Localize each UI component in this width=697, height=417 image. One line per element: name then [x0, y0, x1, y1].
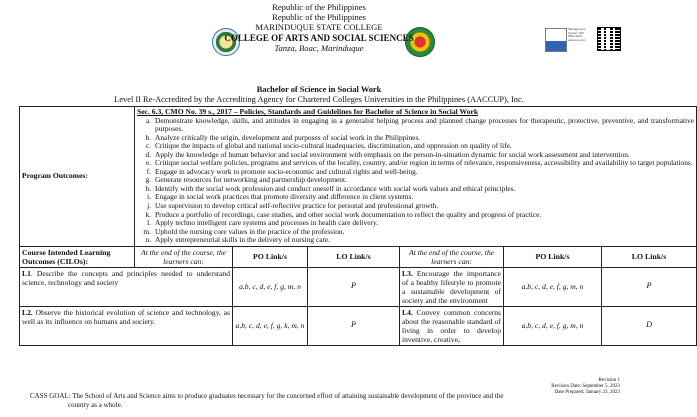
program-outcome-key: g. [145, 175, 151, 185]
cilo-left-po-links: a,b, c, d, e, f, g, k, m, n [233, 306, 308, 345]
program-outcome-item [137, 117, 694, 134]
lo-link-header-2: LO Link/s [602, 246, 697, 267]
program-outcome-text: Produce a portfolio of recordings, case studies, and other social work documentation to reflect the quality and progress of practice. [155, 209, 542, 219]
program-outcome-key: d. [145, 149, 151, 159]
cilo-right-id: L4. [402, 307, 413, 317]
cilo-left-text [20, 267, 233, 306]
program-outcomes-cell [135, 107, 697, 247]
cilo-left-lo-link: P [308, 267, 400, 306]
program-outcome-key: e. [145, 158, 151, 168]
cilo-left-id: L2. [22, 307, 33, 317]
header-line-3: MARINDUQUE STATE COLLEGE [255, 22, 383, 33]
program-outcome-key: k. [145, 209, 151, 219]
program-outcome-text: Engage in advocacy work to promote socio-economic and cultural rights and well-being. [155, 166, 418, 176]
cilo-left-lo-link: P [308, 306, 400, 345]
po-link-header: PO Link/s [233, 246, 308, 267]
revision-number: Revision 1 [598, 378, 620, 383]
cass-goal [30, 392, 590, 409]
end-of-course-right: At the end of the course, the learners can: [400, 246, 504, 267]
cilo-right-id: L3. [402, 268, 413, 278]
cilo-left-description: Observe the historical evolution of science and technology, as well as its influence on humans and society. [22, 307, 230, 326]
program-outcome-text: Apply entrepreneurial skills in the delivery of nursing care. [155, 235, 331, 245]
program-title: Bachelor of Science in Social Work [256, 85, 382, 94]
program-heading [0, 85, 638, 105]
program-outcome-key: i. [147, 192, 151, 202]
cilo-right-text [400, 306, 504, 345]
program-outcome-key: l. [147, 218, 151, 228]
program-outcomes-label: Program Outcomes: [20, 107, 135, 247]
program-outcome-key: a. [145, 115, 151, 125]
program-outcome-text: Engage in social work practices that promote diversity and difference in client systems. [155, 192, 414, 202]
college-address: Tanza, Boac, Marinduque [274, 42, 364, 53]
program-outcome-text: Use supervision to develop critical self-reflective practice for personal and professional growth. [155, 201, 439, 211]
program-outcome-text: Generate resources for networking and partnership development. [155, 175, 347, 185]
po-link-header-2: PO Link/s [504, 246, 602, 267]
program-outcome-text: Demonstrate knowledge, skills, and attitudes in engaging in a generalist helping process and planned change processes for therapeutic, protective, preventive, and transformative purposes. [155, 115, 695, 134]
program-outcomes-row [20, 107, 697, 247]
outcomes-table [19, 106, 697, 346]
program-outcome-key: m. [143, 226, 151, 236]
program-outcome-text: Critique social welfare policies, programs and services of the locality, country, and/or region in terms of relevance, responsiveness, accessibility and availability to target populations. [155, 158, 693, 168]
program-outcome-text: Apply the knowledge of human behavior and social environment with emphasis on the person-in-situation dynamic for social work assessment and intervention. [155, 149, 630, 159]
cilo-right-description: Encourage the importance of a healthy lifestyle to promote a sustainable development of society and the environment [402, 268, 501, 305]
program-outcome-text: Analyze critically the origin, development and purposes of social work in the Philippines. [155, 132, 421, 142]
cilo-left-id: L1 [22, 268, 31, 278]
cilo-right-lo-link: P [602, 267, 697, 306]
cilo-header-row [20, 246, 697, 267]
cilo-left-description: . Describe the concepts and principles needed to understand science, technology and society [22, 268, 230, 287]
program-outcome-key: b. [145, 132, 151, 142]
end-of-course-left: At the end of the course, the learners can: [135, 246, 233, 267]
program-outcome-text: Identify with the social work profession and conduct oneself in accordance with social work values and ethical principles. [155, 183, 516, 193]
header-line-2: Republic of the Philippines [272, 12, 366, 23]
date-prepared: Date Prepared: January 23, 2023 [554, 390, 620, 395]
cilo-right-description: Convey common concerns about the reasonable standard of living in order to develop inventive, creative, [402, 307, 501, 344]
cilo-left-po-links: a,b, c, d, e, f, g, m, n [233, 267, 308, 306]
program-outcome-item [137, 236, 694, 245]
program-outcome-text: Apply techno intelligent care systems and processes in health care delivery. [155, 218, 379, 228]
cilo-right-text [400, 267, 504, 306]
program-outcome-key: f. [146, 166, 151, 176]
cilo-right-po-links: a,b, c, d, e, f, g, m, n [504, 306, 602, 345]
header-line-1: Republic of the Philippines [272, 2, 366, 12]
cilo-label: Course Intended Learning Outcomes (CILOs): [20, 246, 135, 267]
program-outcome-key: j. [147, 201, 151, 211]
program-outcomes-list [137, 117, 694, 245]
college-name: COLLEGE OF ARTS AND SOCIAL SCIENCES [224, 32, 414, 43]
program-outcome-text: Uphold the nursing core values in the practice of the profession. [155, 226, 345, 236]
iso-badge-text: Management System ISO 9001:2015 www.tuv.com [568, 27, 586, 42]
cilo-right-lo-link: D [602, 306, 697, 345]
program-outcome-key: c. [145, 141, 151, 151]
cass-goal-line-2: country as a whole. [68, 400, 123, 409]
revision-date: Revision Date: September 5, 2023 [551, 384, 620, 389]
document-header [0, 2, 638, 53]
cilo-row [20, 306, 697, 345]
accreditation-line: Level II Re-Accredited by the Accrediting Agency for Chartered Colleges Universities in the Philippines (AACCUP), Inc. [114, 95, 524, 104]
program-outcome-text: Critique the impacts of global and national socio-cultural inadequacies, discrimination, and oppression on quality of life. [155, 141, 512, 151]
revision-info [551, 378, 620, 396]
cmo-section-title: Sec. 6.3, CMO No. 39 s., 2017 – Policies, Standards and Guidelines for Bachelor of Science in Social Work [137, 107, 479, 116]
cilo-left-text [20, 306, 233, 345]
cass-goal-line-1: CASS GOAL: The School of Arts and Science aims to produce graduates necessary for the concerned effort of attaining sustainable development of the province and the [30, 392, 504, 400]
program-outcome-key: h. [145, 183, 151, 193]
cilo-row [20, 267, 697, 306]
program-outcome-key: n. [145, 235, 151, 245]
cilo-right-po-links: a,b, c, d, e, f, g, m, n [504, 267, 602, 306]
lo-link-header: LO Link/s [308, 246, 400, 267]
